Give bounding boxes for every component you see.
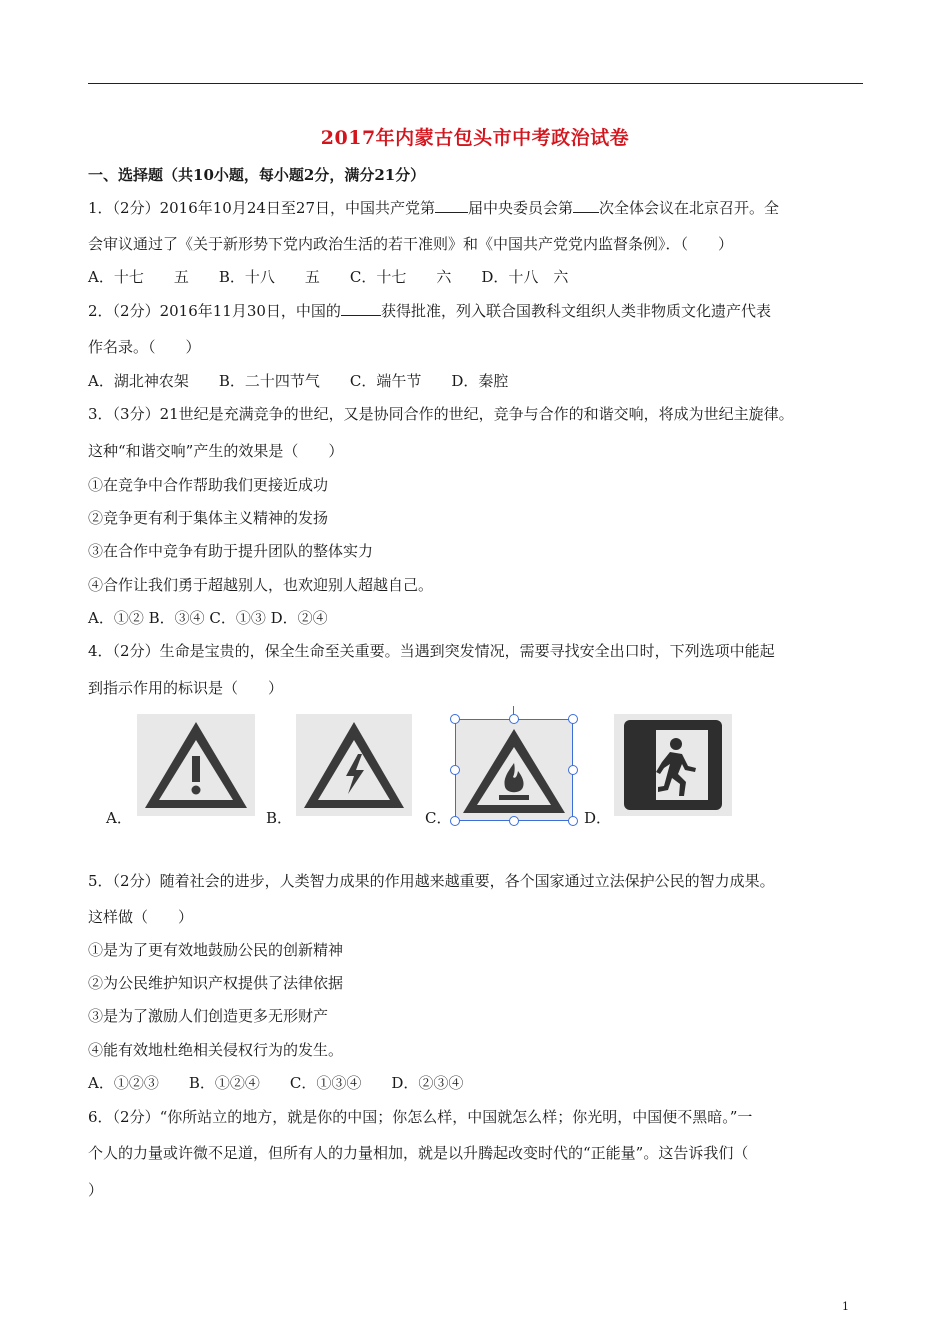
question-6-line-1: 6．（2分）“你所站立的地方，就是你的中国；你怎么样，中国就怎么样；你光明，中国便不黑暗。”一: [88, 1108, 753, 1126]
answer-blank: [341, 300, 381, 316]
question-2-line-1: 2．（2分）2016年11月30日，中国的 获得批准，列入联合国教科文组织人类非物质文化遗产代表: [88, 302, 771, 320]
resize-handle[interactable]: [568, 816, 578, 826]
option-d-label: D．: [584, 809, 612, 827]
rotate-handle[interactable]: [513, 706, 514, 715]
question-5-statement-1: ①是为了更有效地鼓励公民的创新精神: [88, 941, 344, 959]
question-1-line-2: 会审议通过了《关于新形势下党内政治生活的若干准则》和《中国共产党党内监督条例》．（ ）: [88, 235, 734, 253]
question-5-line-2: 这样做（ ）: [88, 908, 194, 926]
answer-blank: [435, 197, 468, 213]
question-5-line-1: 5．（2分）随着社会的进步，人类智力成果的作用越来越重要，各个国家通过立法保护公民的智力成果。: [88, 872, 775, 890]
resize-handle[interactable]: [509, 714, 519, 724]
question-3-statement-4: ④合作让我们勇于超越别人，也欢迎别人超越自己。: [88, 576, 434, 594]
image-selection-frame[interactable]: [455, 719, 573, 821]
question-1-line-1: 1．（2分）2016年10月24日至27日，中国共产党第 届中央委员会第 次全体会议在北京召开。全: [88, 199, 780, 217]
resize-handle[interactable]: [450, 714, 460, 724]
emergency-exit-icon: [614, 714, 732, 816]
resize-handle[interactable]: [568, 714, 578, 724]
question-4-line-2: 到指示作用的标识是（ ）: [88, 679, 284, 697]
question-1-options: A．十七 五 B．十八 五 C．十七 六 D．十八 六: [88, 268, 569, 286]
question-5-statement-2: ②为公民维护知识产权提供了法律依据: [88, 974, 344, 992]
page-title: 2017年内蒙古包头市中考政治试卷: [320, 127, 630, 149]
question-3-statement-3: ③在合作中竞争有助于提升团队的整体实力: [88, 542, 374, 560]
resize-handle[interactable]: [450, 816, 460, 826]
header-rule: [88, 83, 863, 84]
question-5-options: A．①②③ B．①②④ C．①③④ D．②③④: [88, 1074, 464, 1092]
question-3-line-1: 3．（3分）21世纪是充满竞争的世纪，又是协同合作的世纪，竞争与合作的和谐交响，将成为世纪主旋律。: [88, 405, 794, 423]
resize-handle[interactable]: [568, 765, 578, 775]
exit-sign-image: [614, 714, 732, 816]
question-6-line-2: 个人的力量或许微不足道，但所有人的力量相加，就是以升腾起改变时代的“正能量”。这告诉我们（: [88, 1144, 749, 1162]
question-4-line-1: 4．（2分）生命是宝贵的，保全生命至关重要。当遇到突发情况，需要寻找安全出口时，下列选项中能起: [88, 642, 775, 660]
section-heading: 一、选择题（共10小题，每小题2分，满分21分）: [88, 166, 426, 184]
question-3-options: A．①② B．③④ C．①③ D．②④: [88, 609, 328, 627]
resize-handle[interactable]: [450, 765, 460, 775]
resize-handle[interactable]: [509, 816, 519, 826]
option-b-label: B．: [266, 809, 293, 827]
question-3-statement-2: ②竞争更有利于集体主义精神的发扬: [88, 509, 329, 527]
answer-blank: [573, 197, 599, 213]
warning-triangle-icon: [137, 714, 255, 816]
electric-hazard-sign-image: [296, 714, 412, 816]
option-a-label: A．: [106, 809, 132, 827]
question-6-line-3: ）: [88, 1181, 104, 1199]
warning-sign-image: [137, 714, 255, 816]
question-3-line-2: 这种“和谐交响”产生的效果是（ ）: [88, 442, 344, 460]
option-c-label: C．: [425, 809, 452, 827]
question-5-statement-3: ③是为了激励人们创造更多无形财产: [88, 1007, 329, 1025]
question-5-statement-4: ④能有效地杜绝相关侵权行为的发生。: [88, 1041, 344, 1059]
question-2-options: A．湖北神农架 B．二十四节气 C．端午节 D．秦腔: [88, 372, 509, 390]
electric-hazard-icon: [296, 714, 412, 816]
question-3-statement-1: ①在竞争中合作帮助我们更接近成功: [88, 476, 329, 494]
page-number: 1: [842, 1300, 849, 1313]
question-2-line-2: 作名录。（ ）: [88, 338, 201, 356]
